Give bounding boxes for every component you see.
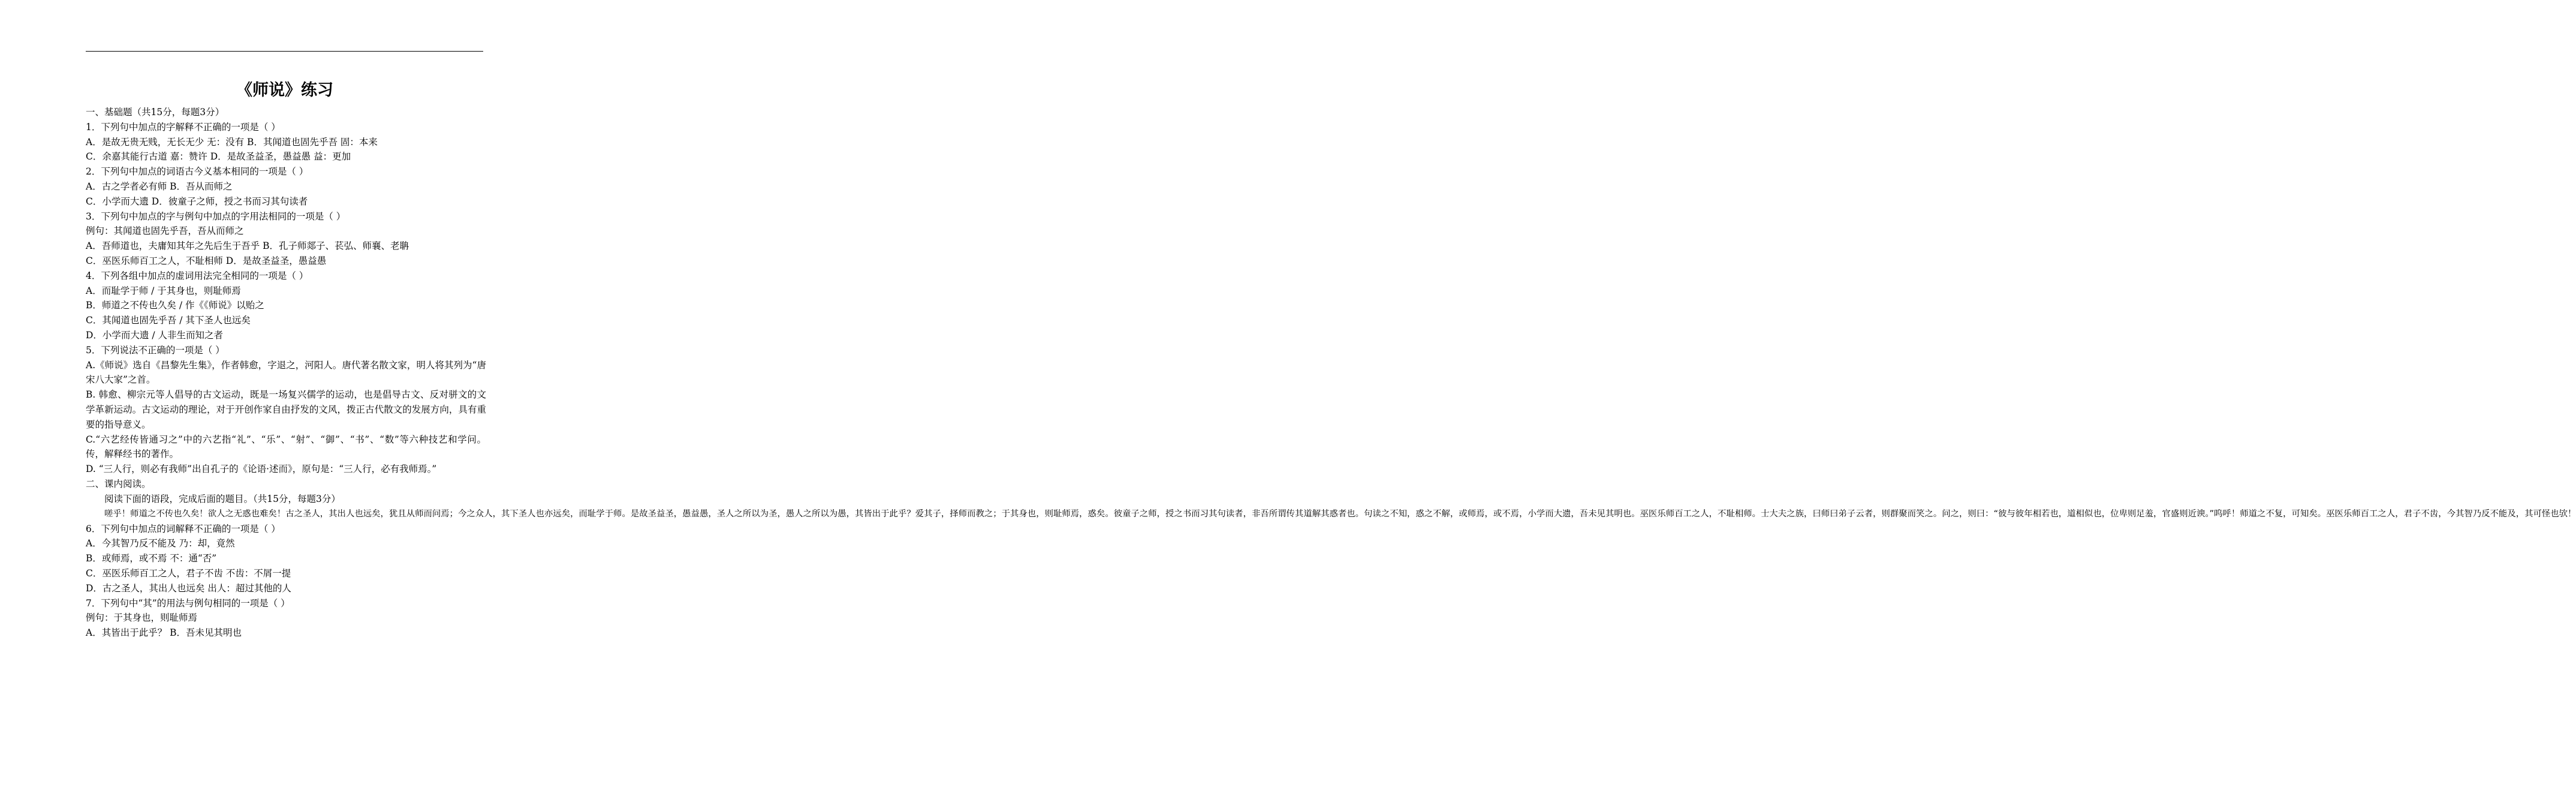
text-line: B．或师焉，或不焉 不：通“否” — [86, 553, 217, 564]
text-line: D．古之圣人，其出人也远矣 出人：超过其他的人 — [86, 582, 291, 594]
text-line: B. 韩愈、柳宗元等人倡导的古文运动，既是一场复兴儒学的运动，也是倡导古文、反对骈文的文学革新运动。古文运动的理论，对于开创作家自由抒发的文风，拨正古代散文的发展方向，具有重要的指导意义。 — [86, 389, 486, 430]
text-line: 例句：其闻道也固先乎吾，吾从而师之 — [86, 225, 244, 237]
text-line: C．巫医乐师百工之人，不耻相师 D．是故圣益圣，愚益愚 — [86, 255, 327, 266]
header-rule — [86, 51, 483, 52]
text-line: C．巫医乐师百工之人，君子不齿 不齿：不屑一提 — [86, 568, 291, 579]
text-line: C．余嘉其能行古道 嘉：赞许 D．是故圣益圣，愚益愚 益：更加 — [86, 151, 351, 163]
text-line: 二、课内阅读。 — [86, 478, 151, 489]
text-line: A.《师说》选自《昌黎先生集》，作者韩愈，字退之，河阳人。唐代著名散文家，明人将其列为“唐宋八大家”之首。 — [86, 359, 486, 386]
text-line: B．师道之不传也久矣 / 作《《师说》以贻之 — [86, 300, 264, 311]
document-body — [86, 105, 2576, 640]
reading-passage: 嗟乎！师道之不传也久矣！欲人之无惑也难矣！古之圣人，其出人也远矣，犹且从师而问焉；今之众人，其下圣人也亦远矣，而耻学于师。是故圣益圣，愚益愚，圣人之所以为圣，愚人之所以为愚，其皆出于此乎？爱其子，择师而教之；于其身也，则耻师焉，惑矣。彼童子之师，授之书而习其句读者，非吾所谓传其道解其惑者也。句读之不知，惑之不解，或师焉，或不焉，小学而大遗，吾未见其明也。巫医乐师百工之人，不耻相师。士大夫之族，曰师曰弟子云者，则群聚而笑之。问之，则曰：“彼与彼年相若也，道相似也，位卑则足羞，官盛则近谀。”呜呼！师道之不复，可知矣。巫医乐师百工之人，君子不齿，今其智乃反不能及，其可怪也欤！ — [104, 509, 2576, 519]
text-line: D．小学而大遗 / 人非生而知之者 — [86, 329, 224, 341]
text-line: A．而耻学于师 / 于其身也，则耻师焉 — [86, 285, 241, 296]
text-line: 6．下列句中加点的词解释不正确的一项是（ ） — [86, 523, 281, 534]
text-line: 7．下列句中“其”的用法与例句相同的一项是（ ） — [86, 597, 290, 609]
text-line: C.“六艺经传皆通习之”中的六艺指“礼”、“乐”、“射”、“御”、“书”、“数”等六种技艺和学问。传，解释经书的著作。 — [86, 434, 486, 460]
text-line: A．今其智乃反不能及 乃：却，竟然 — [86, 538, 235, 549]
text-line: 一、基础题（共15分，每题3分） — [86, 107, 225, 118]
text-line: C．其闻道也固先乎吾 / 其下圣人也远矣 — [86, 315, 251, 326]
text-line: 阅读下面的语段，完成后面的题目。（共15分，每题3分） — [104, 493, 341, 504]
text-line: C．小学而大遗 D．彼童子之师，授之书而习其句读者 — [86, 196, 308, 207]
text-line: 4．下列各组中加点的虚词用法完全相同的一项是（ ） — [86, 270, 309, 281]
text-line: A．其皆出于此乎？ B．吾未见其明也 — [86, 627, 242, 639]
page-title: 《师说》练习 — [236, 81, 333, 100]
text-line: 1．下列句中加点的字解释不正确的一项是（ ） — [86, 121, 281, 133]
text-line: A．古之学者必有师 B．吾从而师之 — [86, 181, 233, 192]
text-line: 5．下列说法不正确的一项是（ ） — [86, 344, 225, 356]
text-line: A．吾师道也，夫庸知其年之先后生于吾乎 B．孔子师郯子、苌弘、师襄、老聃 — [86, 240, 409, 252]
text-line: 例句：于其身也，则耻师焉 — [86, 612, 198, 624]
text-line: 3．下列句中加点的字与例句中加点的字用法相同的一项是（ ） — [86, 210, 346, 222]
text-line: 2．下列句中加点的词语古今义基本相同的一项是（ ） — [86, 166, 309, 178]
text-line: A．是故无贵无贱，无长无少 无：没有 B．其闻道也固先乎吾 固：本来 — [86, 136, 378, 148]
text-line: D. “三人行，则必有我师”出自孔子的《论语·述而》，原句是：“三人行，必有我师焉。” — [86, 464, 437, 475]
